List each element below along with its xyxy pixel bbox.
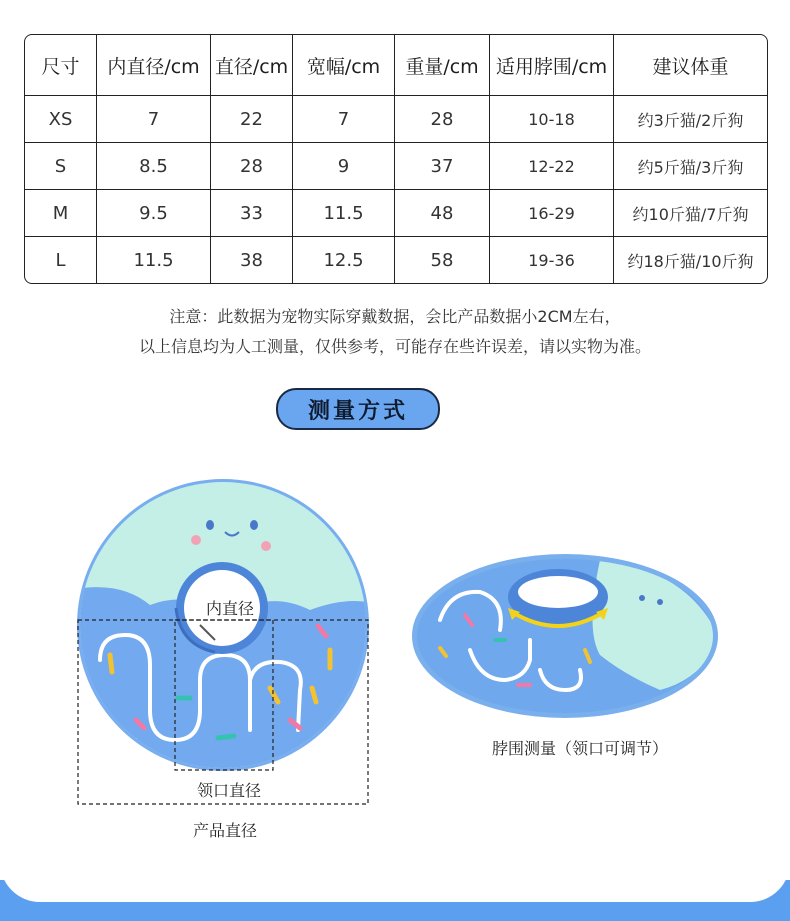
inner-diameter-label: 内直径 bbox=[205, 599, 254, 618]
cell-diameter: 28 bbox=[211, 143, 293, 190]
table-header-row bbox=[25, 35, 767, 96]
collar-diameter-label: 领口直径 bbox=[196, 781, 261, 800]
header-diameter: 直径/cm bbox=[211, 35, 293, 96]
cell-inner-diameter: 7 bbox=[97, 96, 211, 143]
table-row bbox=[25, 143, 767, 190]
cell-inner-diameter: 11.5 bbox=[97, 237, 211, 283]
cell-width: 11.5 bbox=[293, 190, 395, 237]
header-inner-diameter: 内直径/cm bbox=[97, 35, 211, 96]
cell-suggested-weight: 约3斤猫/2斤狗 bbox=[614, 96, 767, 143]
cell-width: 9 bbox=[293, 143, 395, 190]
header-width: 宽幅/cm bbox=[293, 35, 395, 96]
header-weight: 重量/cm bbox=[395, 35, 490, 96]
cell-neck: 16-29 bbox=[490, 190, 614, 237]
cell-diameter: 38 bbox=[211, 237, 293, 283]
note-line-1: 注意：此数据为宠物实际穿戴数据，会比产品数据小2CM左右， bbox=[169, 307, 621, 326]
cell-suggested-weight: 约18斤猫/10斤狗 bbox=[627, 251, 754, 271]
cell-inner-diameter: 9.5 bbox=[97, 190, 211, 237]
product-diameter-label: 产品直径 bbox=[192, 821, 257, 840]
cell-size: M bbox=[25, 190, 97, 237]
cell-inner-diameter: 8.5 bbox=[97, 143, 211, 190]
size-table bbox=[24, 34, 768, 284]
bottom-card bbox=[0, 860, 790, 902]
table-row bbox=[25, 190, 767, 237]
section-title: 测量方式 bbox=[276, 388, 440, 430]
cone-side-view bbox=[410, 550, 730, 720]
cell-size: S bbox=[25, 143, 97, 190]
cell-weight: 37 bbox=[395, 143, 490, 190]
neck-measure-label: 脖围测量（领口可调节） bbox=[491, 739, 668, 758]
cell-weight: 58 bbox=[395, 237, 490, 283]
cell-neck: 10-18 bbox=[490, 96, 614, 143]
cell-neck: 12-22 bbox=[490, 143, 614, 190]
cell-weight: 48 bbox=[395, 190, 490, 237]
cell-diameter: 33 bbox=[211, 190, 293, 237]
note-line-2: 以上信息均为人工测量，仅供参考，可能存在些许误差，请以实物为准。 bbox=[138, 337, 651, 356]
cell-size: XS bbox=[25, 96, 97, 143]
table-row bbox=[25, 237, 767, 283]
cell-neck: 19-36 bbox=[490, 237, 614, 283]
cell-width: 7 bbox=[293, 96, 395, 143]
cell-suggested-weight: 约5斤猫/3斤狗 bbox=[614, 143, 767, 190]
cell-size: L bbox=[25, 237, 97, 283]
cell-weight: 28 bbox=[395, 96, 490, 143]
header-neck: 适用脖围/cm bbox=[490, 35, 614, 96]
cell-diameter: 22 bbox=[211, 96, 293, 143]
header-suggested-weight: 建议体重 bbox=[614, 35, 767, 96]
cell-suggested-weight: 约10斤猫/7斤狗 bbox=[614, 190, 767, 237]
cell-width: 12.5 bbox=[293, 237, 395, 283]
cone-front-view bbox=[70, 470, 380, 790]
measurement-illustration bbox=[0, 440, 790, 860]
table-row bbox=[25, 96, 767, 143]
header-size: 尺寸 bbox=[25, 35, 97, 96]
